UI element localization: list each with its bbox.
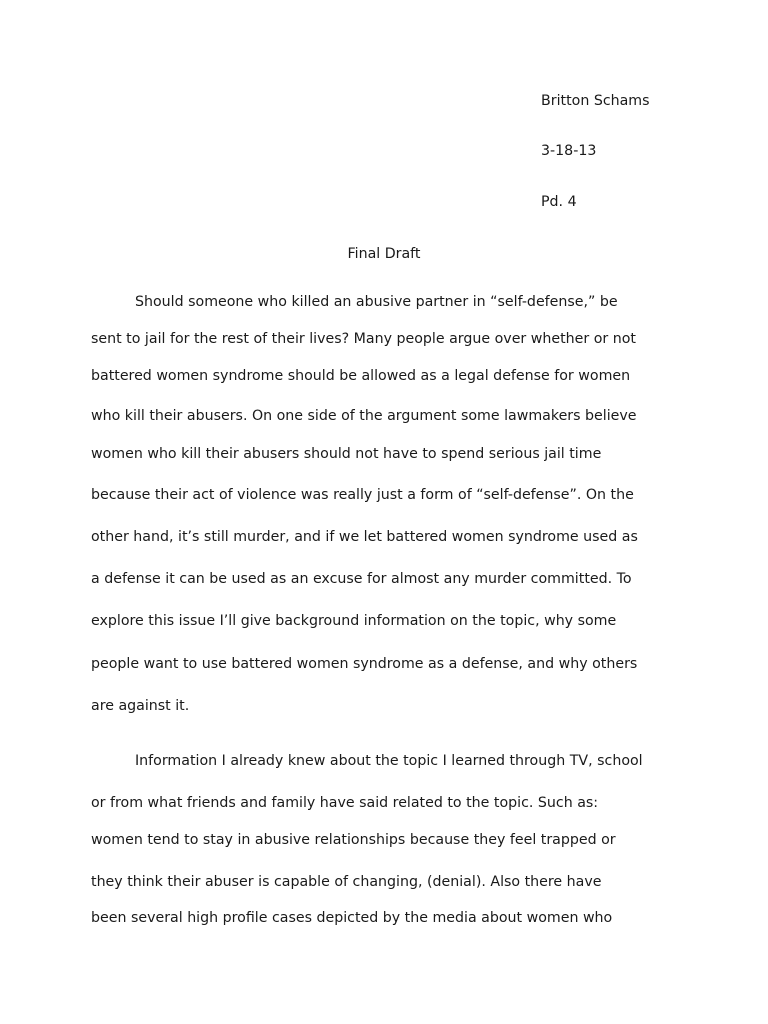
paragraph-1-line: are against it. <box>91 698 190 714</box>
paragraph-2-line: women tend to stay in abusive relationships because they feel trapped or <box>91 832 616 848</box>
author-name: Britton Schams <box>541 93 650 109</box>
paragraph-2-line: Information I already knew about the topic I learned through TV, school <box>135 753 643 769</box>
class-period: Pd. 4 <box>541 194 577 210</box>
paragraph-1-line: a defense it can be used as an excuse for almost any murder committed. To <box>91 571 632 587</box>
paragraph-1-line: who kill their abusers. On one side of the argument some lawmakers believe <box>91 408 637 424</box>
paragraph-2-line: been several high profile cases depicted by the media about women who <box>91 910 613 926</box>
paragraph-1-line: other hand, it’s still murder, and if we let battered women syndrome used as <box>91 529 638 545</box>
paragraph-1-line: explore this issue I’ll give background information on the topic, why some <box>91 613 617 629</box>
paragraph-2-line: or from what friends and family have said related to the topic. Such as: <box>91 795 599 811</box>
paragraph-1-line: Should someone who killed an abusive partner in “self-defense,” be <box>135 294 618 310</box>
paragraph-1-line: people want to use battered women syndrome as a defense, and why others <box>91 656 638 672</box>
document-title: Final Draft <box>347 246 421 262</box>
document-date: 3-18-13 <box>541 143 597 159</box>
paragraph-2-line: they think their abuser is capable of changing, (denial). Also there have <box>91 874 602 890</box>
paragraph-1-line: because their act of violence was really just a form of “self-defense”. On the <box>91 487 634 503</box>
paragraph-1-line: battered women syndrome should be allowed as a legal defense for women <box>91 368 631 384</box>
paragraph-1-line: sent to jail for the rest of their lives? Many people argue over whether or not <box>91 331 636 347</box>
paragraph-1-line: women who kill their abusers should not have to spend serious jail time <box>91 446 602 462</box>
